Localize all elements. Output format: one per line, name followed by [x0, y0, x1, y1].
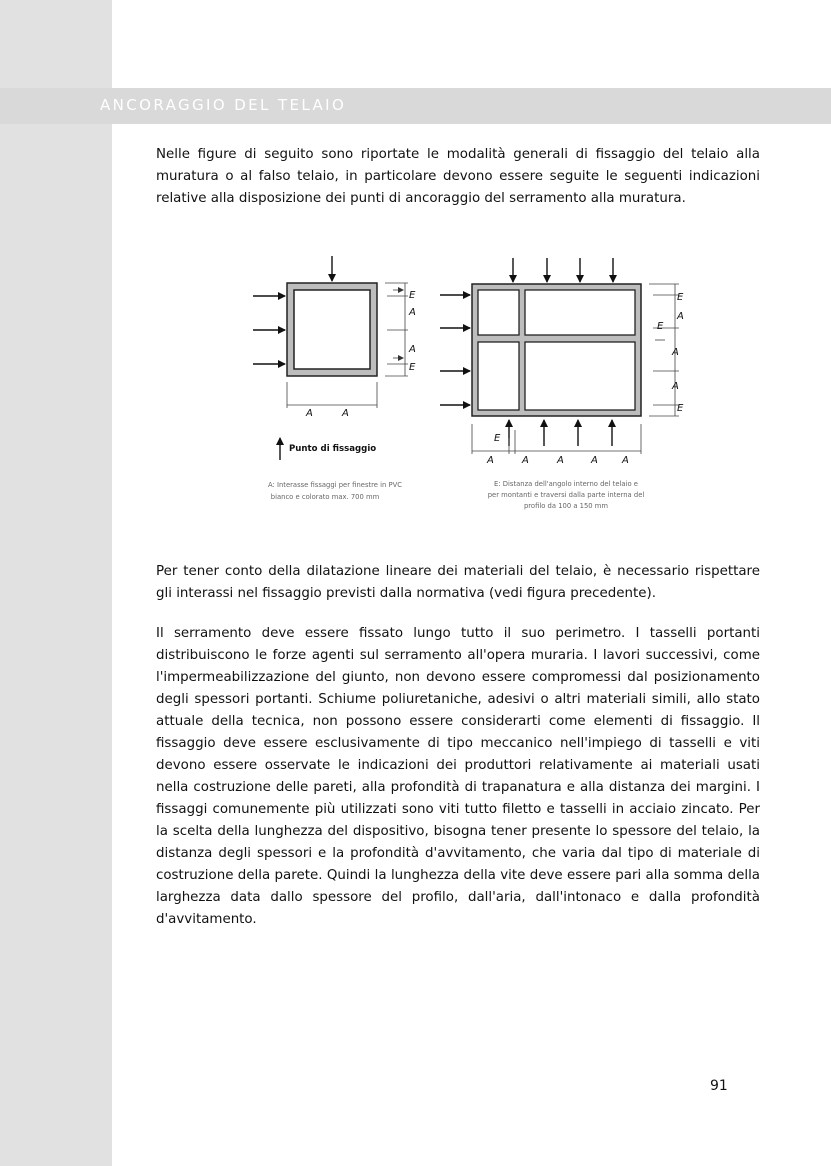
dimension-label-a: A [677, 311, 684, 322]
dimension-label-a: A [622, 455, 629, 466]
single-window-frame [287, 283, 377, 376]
caption-right-line-2: per montanti e traversi dalla parte interna del [487, 491, 645, 499]
legend-label: Punto di fissaggio [289, 444, 377, 454]
double-window-frame [472, 284, 641, 416]
page-number: 91 [710, 1078, 728, 1094]
dimension-label-e: E [657, 321, 664, 332]
caption-right-line-3: profilo da 100 a 150 mm [523, 502, 609, 510]
dimension-label-e: E [494, 433, 501, 444]
dimension-label-e: E [677, 403, 684, 414]
dimension-label-a: A [672, 347, 679, 358]
page-margin-band [0, 0, 112, 1166]
intro-paragraph: Nelle figure di seguito sono riportate le modalità generali di fissaggio del telaio alla muratura o al falso telaio, in particolare devono essere seguite le seguenti indicazioni relative alla disposizione dei punti di ancoraggio del serramento alla muratura. [156, 147, 760, 206]
dimension-label-a: A [591, 455, 598, 466]
caption-left-line-2: bianco e colorato max. 700 mm [270, 493, 380, 501]
dilatation-paragraph: Per tener conto della dilatazione lineare dei materiali del telaio, è necessario rispettare gli interassi nel fissaggio previsti dalla normativa (vedi figura precedente). [156, 564, 760, 601]
dimension-label-a: A [522, 455, 529, 466]
dimension-label-a: A [557, 455, 564, 466]
fixing-details-paragraph: Il serramento deve essere fissato lungo tutto il suo perimetro. I tasselli portanti distribuiscono le forze agenti sul serramento all'opera muraria. I lavori successivi, come l'impermeabilizzazione del giunto, non devono essere compromessi dal posizionamento degli spessori portanti. Schiume poliuretaniche, adesivi o altri materiali simili, allo stato attuale della tecnica, non possono essere considerarti come elementi di fissaggio. Il fissaggio deve essere esclusivamente di tipo meccanico nell'impiego di tasselli e viti devono essere osservate le indicazioni dei produttori relativamente ai materiali usati nella costruzione delle pareti, alla profondità di trapanatura e alla distanza dei margini. I fissaggi comunemente più utilizzati sono viti tutto filetto e tasselli in acciaio zincato. Per la scelta della lunghezza del dispositivo, bisogna tener presente lo spessore del telaio, la distanza degli spessori e la profondità d'avvitamento, che varia dal tipo di materiale di costruzione della parete. Quindi la lunghezza della vite deve essere pari alla somma della larghezza data dallo spessore del profilo, dall'aria, dall'intonaco e dalla profondità d'avvitamento. [156, 626, 760, 927]
caption-left-line-1: A: Interasse fissaggi per finestre in PVC [268, 481, 402, 489]
dimension-label-a: A [409, 307, 416, 318]
dimension-label-a: A [342, 408, 349, 419]
dimension-label-a: A [672, 381, 679, 392]
dimension-label-e: E [409, 362, 416, 373]
dimension-label-e: E [409, 290, 416, 301]
caption-right-line-1: E: Distanza dell'angolo interno del telaio e [494, 480, 638, 488]
legend [280, 438, 376, 460]
dimension-label-a: A [487, 455, 494, 466]
section-title: ANCORAGGIO DEL TELAIO [100, 96, 347, 114]
dimension-label-a: A [306, 408, 313, 419]
dimension-label-e: E [677, 292, 684, 303]
anchoring-diagram [245, 248, 690, 518]
dimension-label-a: A [409, 344, 416, 355]
